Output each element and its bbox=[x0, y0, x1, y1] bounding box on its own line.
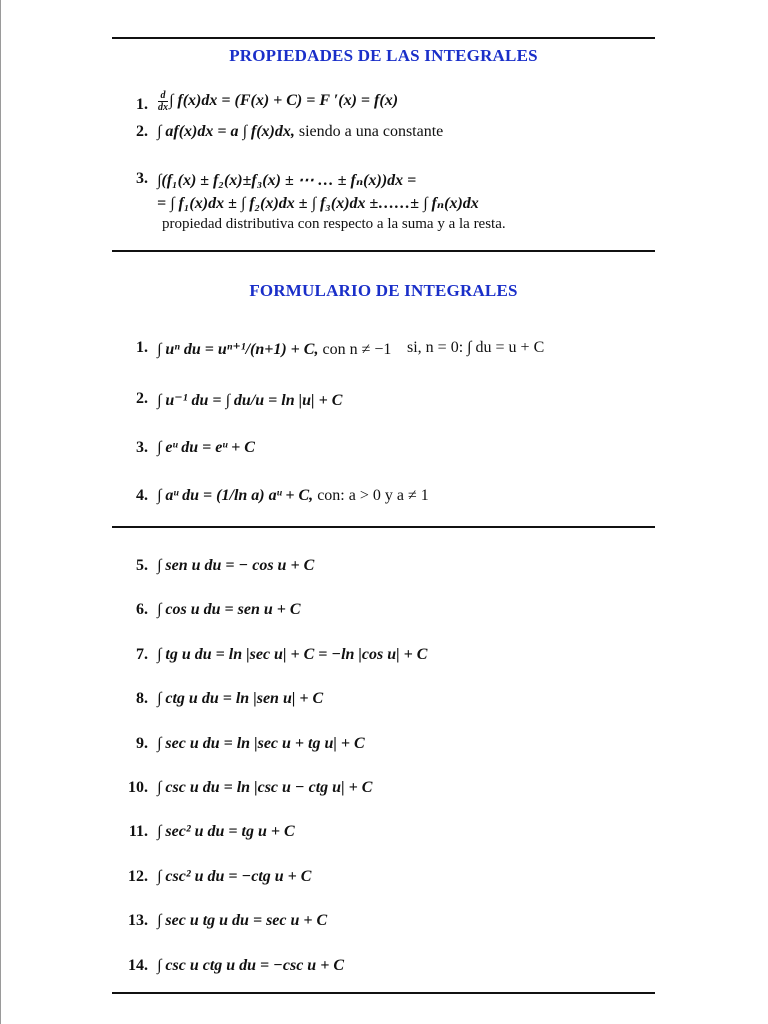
formula-2: ∫ u⁻¹ du = ∫ du/u = ln |u| + C bbox=[157, 392, 343, 409]
bottom-divider bbox=[112, 992, 655, 994]
formula-1-extra: si, n = 0: ∫ du = u + C bbox=[407, 339, 545, 356]
formula-number: 12. bbox=[128, 868, 148, 885]
formula-5: ∫ sen u du = − cos u + C bbox=[157, 557, 315, 574]
property-formula-1: $\frac{d}{dx}$ ∫ f(x)dx = (F(x) + C) = F ′(x) = f(x) bbox=[158, 90, 399, 113]
formula-number: 13. bbox=[128, 912, 148, 929]
formula-number: 10. bbox=[128, 779, 148, 796]
formula-number: 8. bbox=[136, 690, 148, 707]
property-number: 2. bbox=[136, 123, 148, 140]
formula-number: 2. bbox=[136, 390, 148, 407]
formula-12: ∫ csc² u du = −ctg u + C bbox=[157, 868, 312, 885]
page-left-border bbox=[0, 0, 1, 1024]
derivative-fraction: $\frac{d}{dx}$ bbox=[158, 90, 168, 113]
formula-7: ∫ tg u du = ln |sec u| + C = −ln |cos u| + C bbox=[157, 646, 428, 663]
formula-6: ∫ cos u du = sen u + C bbox=[157, 601, 301, 618]
formula-9: ∫ sec u du = ln |sec u + tg u| + C bbox=[157, 735, 365, 752]
property-number: 3. bbox=[136, 170, 148, 187]
formula-number: 6. bbox=[136, 601, 148, 618]
formula-1: ∫ uⁿ du = uⁿ⁺¹/(n+1) + C, con n ≠ −1 bbox=[157, 341, 392, 358]
formula-13: ∫ sec u tg u du = sec u + C bbox=[157, 912, 328, 929]
formula-number: 3. bbox=[136, 439, 148, 456]
middle-divider bbox=[112, 250, 655, 252]
properties-title: PROPIEDADES DE LAS INTEGRALES bbox=[229, 46, 538, 65]
property-note: propiedad distributiva con respecto a la suma y a la resta. bbox=[162, 216, 506, 232]
formula-4: ∫ aᵘ du = (1/ln a) aᵘ + C, con: a > 0 y a ≠ 1 bbox=[157, 487, 429, 504]
formula-number: 11. bbox=[128, 823, 148, 840]
formula-10: ∫ csc u du = ln |csc u − ctg u| + C bbox=[157, 779, 373, 796]
formula-number: 5. bbox=[136, 557, 148, 574]
formula-3: ∫ eᵘ du = eᵘ + C bbox=[157, 439, 255, 456]
formula-14: ∫ csc u ctg u du = −csc u + C bbox=[157, 957, 344, 974]
formula-number: 4. bbox=[136, 487, 148, 504]
lower-divider bbox=[112, 526, 655, 528]
top-divider bbox=[112, 37, 655, 39]
property-formula-2: ∫ af(x)dx = a ∫ f(x)dx, siendo a una constante bbox=[157, 123, 444, 140]
formula-8: ∫ ctg u du = ln |sen u| + C bbox=[157, 690, 324, 707]
property-formula-3-line2: = ∫ f₁(x)dx ± ∫ f₂(x)dx ± ∫ f₃(x)dx ±……± ∫ fₙ(x)dx bbox=[157, 195, 479, 212]
formula-number: 14. bbox=[128, 957, 148, 974]
property-number: 1. bbox=[136, 96, 148, 113]
property-formula-3: ∫(f₁(x) ± f₂(x)±f₃(x) ± ⋯ … ± fₙ(x))dx = bbox=[157, 172, 417, 189]
formula-number: 1. bbox=[136, 339, 148, 356]
formula-number: 7. bbox=[136, 646, 148, 663]
formula-number: 9. bbox=[136, 735, 148, 752]
formula-11: ∫ sec² u du = tg u + C bbox=[157, 823, 295, 840]
formulario-title: FORMULARIO DE INTEGRALES bbox=[249, 281, 518, 300]
